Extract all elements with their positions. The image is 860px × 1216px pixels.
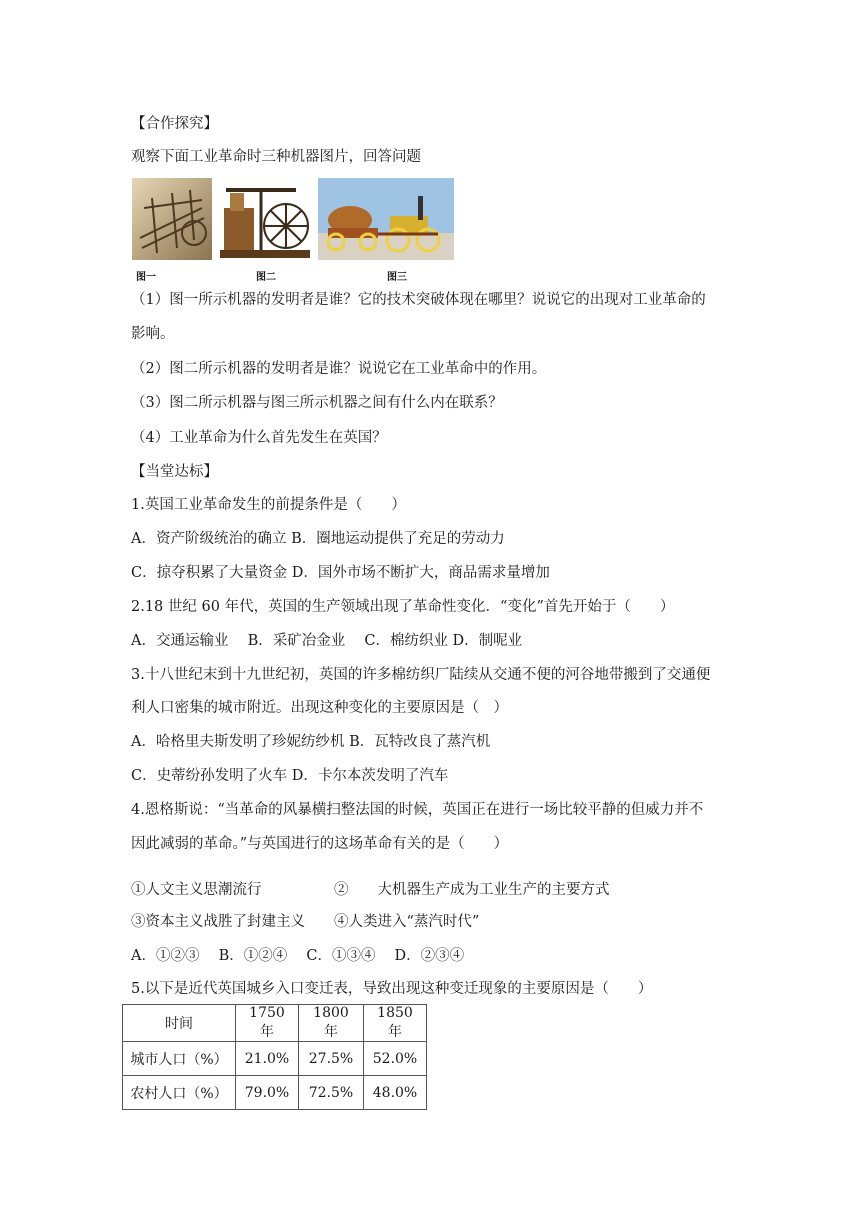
table-cell: 52.0% — [364, 1042, 427, 1076]
question-2: （2）图二所示机器的发明者是谁？说说它在工业革命中的作用。 — [131, 361, 547, 377]
item-3-options-cd: C．史蒂纷孙发明了火车 D．卡尔本茨发明了汽车 — [131, 768, 449, 784]
section-title-practice: 【当堂达标】 — [131, 464, 218, 480]
table-header-cell: 1750 年 — [236, 1005, 299, 1042]
item-4-stem-line-1: 4.恩格斯说：“当革命的风暴横扫整法国的时候，英国正在进行一场比较平静的但威力并不 — [131, 802, 704, 818]
table-header-cell: 1800 年 — [299, 1005, 364, 1042]
table-header-cell: 1850 年 — [364, 1005, 427, 1042]
item-3-stem-line-1: 3.十八世纪末到十九世纪初，英国的许多棉纺织厂陆续从交通不便的河谷地带搬到了交通便 — [131, 667, 711, 683]
table-cell: 21.0% — [236, 1042, 299, 1076]
spinning-jenny-image — [132, 178, 212, 260]
figure-3 — [318, 178, 454, 260]
item-3-stem-line-2: 利人口密集的城市附近。出现这种变化的主要原因是（ ） — [131, 700, 508, 716]
item-4-options: A．①②③ B．①②④ C．①③④ D．②③④ — [131, 948, 465, 964]
intro-text: 观察下面工业革命时三种机器图片，回答问题 — [131, 149, 421, 165]
figure-2 — [216, 178, 312, 260]
question-3: （3）图二所示机器与图三所示机器之间有什么内在联系？ — [131, 395, 503, 411]
figure-3-caption: 图三 — [387, 272, 407, 283]
population-table — [122, 1004, 427, 1110]
item-4-statements-12: ①人文主义思潮流行 ② 大机器生产成为工业生产的主要方式 — [131, 882, 610, 898]
section-title-cooperation: 【合作探究】 — [131, 116, 218, 132]
table-cell: 48.0% — [364, 1076, 427, 1110]
table-cell: 27.5% — [299, 1042, 364, 1076]
item-4-stem-line-2: 因此减弱的革命。”与英国进行的这场革命有关的是（ ） — [131, 836, 509, 852]
table-row — [123, 1042, 427, 1076]
question-1-line-2: 影响。 — [131, 326, 175, 342]
table-header-cell: 时间 — [123, 1005, 236, 1042]
item-3-options-ab: A．哈格里夫斯发明了珍妮纺纱机 B．瓦特改良了蒸汽机 — [131, 734, 491, 750]
figure-2-caption: 图二 — [256, 272, 276, 283]
item-1-options-ab: A．资产阶级统治的确立 B．圈地运动提供了充足的劳动力 — [131, 531, 505, 547]
locomotive-image — [318, 178, 454, 260]
steam-engine-image — [216, 178, 312, 260]
table-row — [123, 1076, 427, 1110]
figure-1 — [132, 178, 212, 260]
item-2-stem: 2.18 世纪 60 年代，英国的生产领域出现了革命性变化．“变化”首先开始于（ ） — [131, 599, 675, 615]
table-cell: 79.0% — [236, 1076, 299, 1110]
item-2-options: A．交通运输业 B．采矿冶金业 C．棉纺织业 D．制呢业 — [131, 633, 523, 649]
table-cell: 农村人口（%） — [123, 1076, 236, 1110]
figure-1-caption: 图一 — [136, 272, 156, 283]
item-4-statements-34: ③资本主义战胜了封建主义 ④人类进入“蒸汽时代” — [131, 914, 480, 930]
table-cell: 城市人口（%） — [123, 1042, 236, 1076]
item-1-options-cd: C．掠夺积累了大量资金 D．国外市场不断扩大，商品需求量增加 — [131, 565, 550, 581]
question-4: （4）工业革命为什么首先发生在英国？ — [131, 430, 387, 446]
item-1-stem: 1.英国工业革命发生的前提条件是（ ） — [131, 497, 406, 513]
table-header-row — [123, 1005, 427, 1042]
table-cell: 72.5% — [299, 1076, 364, 1110]
item-5-stem: 5.以下是近代英国城乡入口变迁表，导致出现这种变迁现象的主要原因是（ ） — [131, 981, 653, 997]
question-1-line-1: （1）图一所示机器的发明者是谁？它的技术突破体现在哪里？说说它的出现对工业革命的 — [131, 292, 706, 308]
